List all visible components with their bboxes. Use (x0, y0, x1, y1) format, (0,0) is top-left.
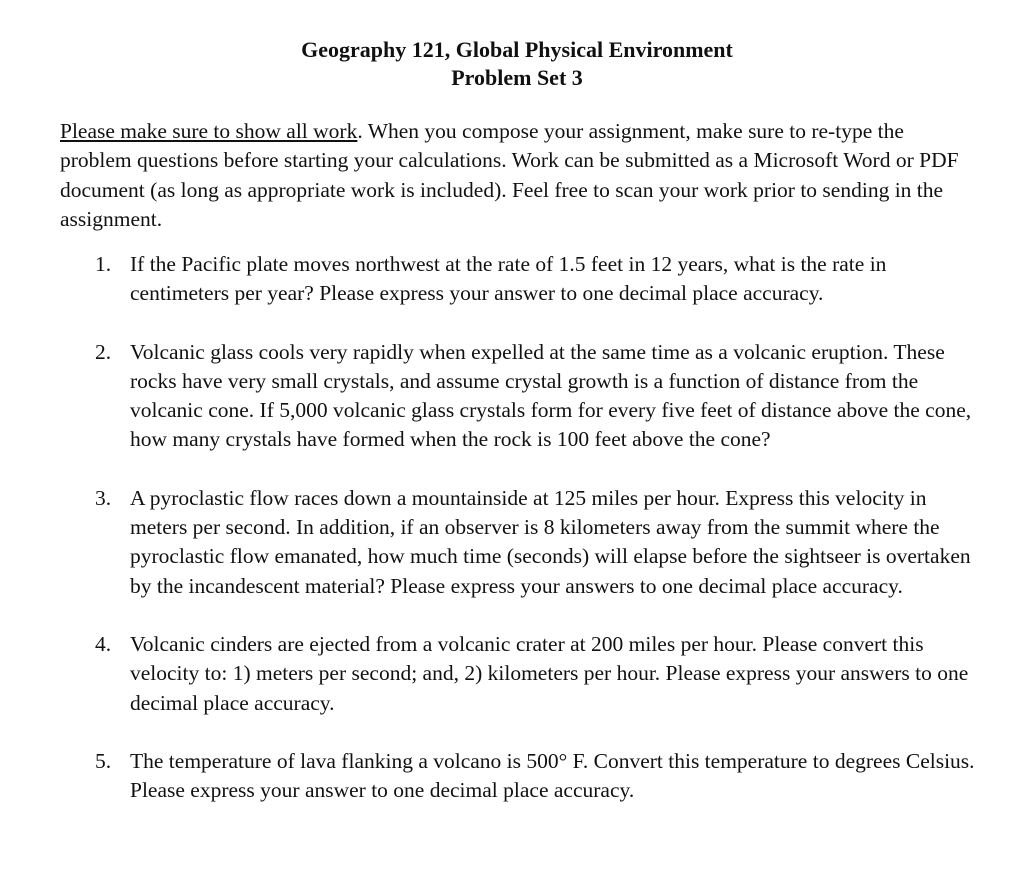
problem-number: 2. (95, 339, 112, 364)
problem-number: 5. (95, 748, 112, 773)
problem-text: A pyroclastic flow races down a mountainside at 125 miles per hour. Express this velocity in meters per second. In addition, if an observer is 8 kilometers away from the summit where the pyroclastic flow emanated, how much time (seconds) will elapse before the sightseer is overtaken by the incandescent material? Please express your answers to one decimal place accuracy. (130, 485, 971, 598)
problem-text: Volcanic glass cools very rapidly when expelled at the same time as a volcanic eruption. These rocks have very small crystals, and assume crystal growth is a function of distance from the volcanic cone. If 5,000 volcanic glass crystals form for every five feet of distance above the cone, how many crystals have formed when the rock is 100 feet above the cone? (130, 339, 972, 452)
instructions-emphasis: Please make sure to show all work (60, 119, 358, 143)
problem-number: 3. (95, 485, 112, 510)
instructions-body: . When you compose your assignment, make sure to re-type the problem questions before starting your calculations. Work can be submitted as a Microsoft Word or PDF document (as long as appropriate work is included). Feel free to scan your work prior to sending in the assignment. (60, 119, 959, 231)
problem-list (95, 250, 980, 834)
problem-number: 1. (95, 252, 112, 276)
assignment-title: Problem Set 3 (451, 65, 583, 90)
problem-text: The temperature of lava flanking a volcano is 500° F. Convert this temperature to degrees Celsius. Please express your answer to one decimal place accuracy. (130, 748, 975, 803)
problem-item (95, 250, 980, 309)
document-header (0, 36, 1024, 92)
course-title: Geography 121, Global Physical Environment (301, 37, 733, 62)
instructions-paragraph (60, 117, 980, 234)
problem-item (95, 338, 980, 455)
problem-item (95, 484, 980, 601)
problem-item (95, 630, 980, 718)
problem-number: 4. (95, 631, 112, 656)
problem-text: If the Pacific plate moves northwest at the rate of 1.5 feet in 12 years, what is the rate in centimeters per year? Please express your answer to one decimal place accuracy. (130, 252, 887, 306)
problem-item (95, 747, 980, 806)
problem-text: Volcanic cinders are ejected from a volcanic crater at 200 miles per hour. Please convert this velocity to: 1) meters per second; and, 2) kilometers per hour. Please express your answers to one decimal place accuracy. (130, 631, 969, 715)
